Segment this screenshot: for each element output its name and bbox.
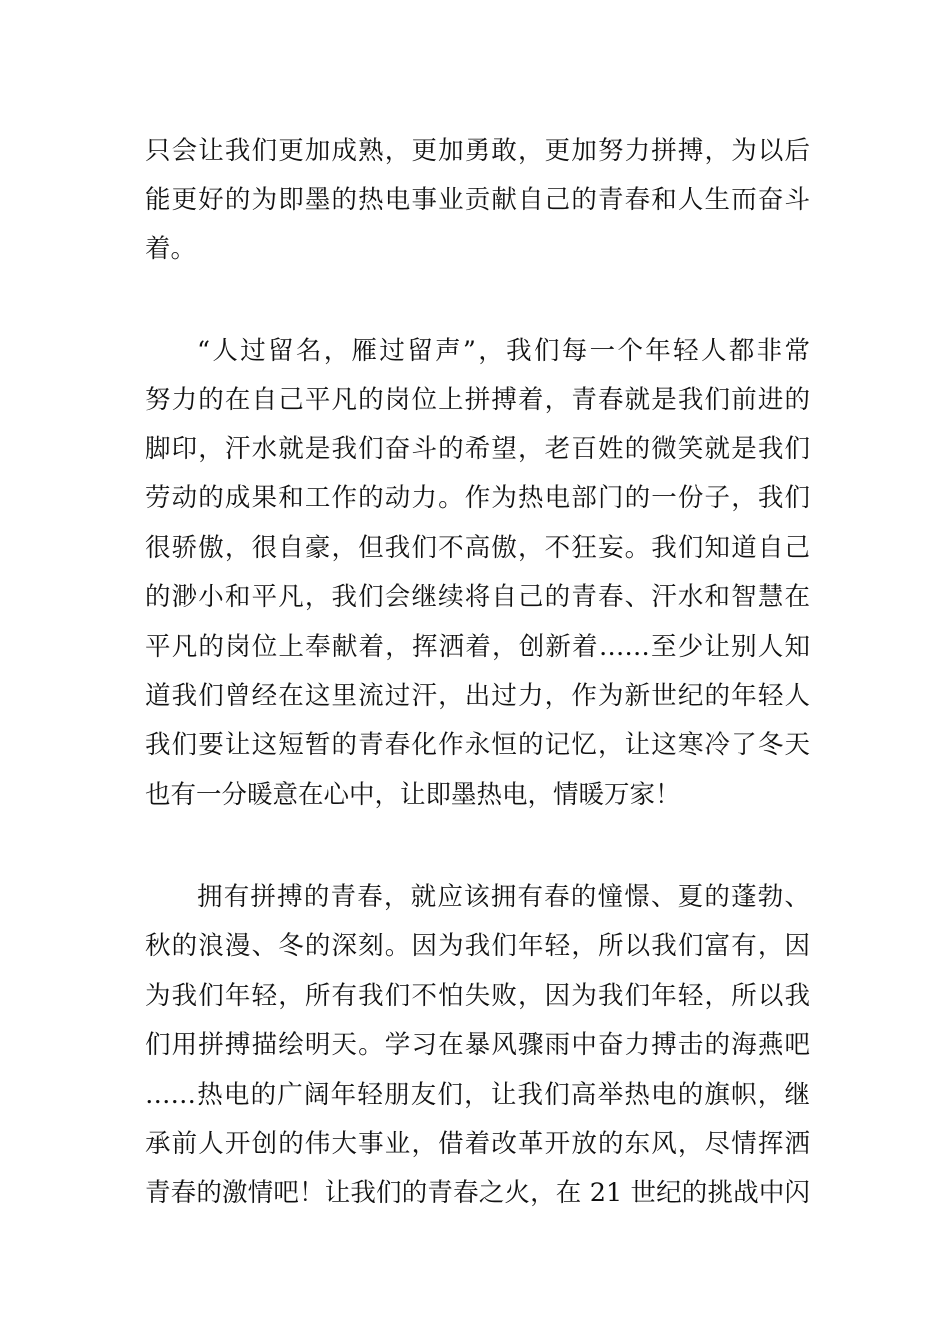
paragraph-2-line-8: 道我们曾经在这里流过汗，出过力，作为新世纪的年轻人	[145, 681, 810, 711]
paragraph-3-line-1: 拥有拼搏的青春，就应该拥有春的憧憬、夏的蓬勃、	[197, 882, 810, 912]
paragraph-1-line-2: 能更好的为即墨的热电事业贡献自己的青春和人生而奋斗	[145, 185, 810, 215]
paragraph-2-line-7: 平凡的岗位上奉献着，挥洒着，创新着……至少让别人知	[145, 632, 810, 662]
paragraph-2-line-10: 也有一分暖意在心中，让即墨热电，情暖万家！	[145, 780, 681, 810]
paragraph-2-line-1: “人过留名，雁过留声”，我们每一个年轻人都非常	[197, 336, 810, 366]
paragraph-1-line-1: 只会让我们更加成熟，更加勇敢，更加努力拼搏，为以后	[145, 136, 810, 166]
paragraph-2-line-6: 的渺小和平凡，我们会继续将自己的青春、汗水和智慧在	[145, 582, 810, 612]
paragraph-3-line-7: 青春的激情吧！让我们的青春之火，在 21 世纪的挑战中闪	[145, 1178, 810, 1208]
paragraph-2-line-5: 很骄傲，很自豪，但我们不高傲，不狂妄。我们知道自己	[145, 533, 810, 563]
paragraph-3-line-2: 秋的浪漫、冬的深刻。因为我们年轻，所以我们富有，因	[145, 931, 810, 961]
paragraph-3-line-5: ……热电的广阔年轻朋友们，让我们高举热电的旗帜，继	[145, 1080, 810, 1110]
paragraph-2-line-3: 脚印，汗水就是我们奋斗的希望，老百姓的微笑就是我们	[145, 434, 810, 464]
paragraph-3-line-6: 承前人开创的伟大事业，借着改革开放的东风，尽情挥洒	[145, 1129, 810, 1159]
paragraph-3-line-4: 们用拼搏描绘明天。学习在暴风骤雨中奋力搏击的海燕吧	[145, 1030, 810, 1060]
paragraph-1-line-3: 着。	[145, 234, 197, 264]
paragraph-3-line-3: 为我们年轻，所有我们不怕失败，因为我们年轻，所以我	[145, 981, 810, 1011]
paragraph-2-line-2: 努力的在自己平凡的岗位上拼搏着，青春就是我们前进的	[145, 385, 810, 415]
paragraph-2-line-4: 劳动的成果和工作的动力。作为热电部门的一份子，我们	[145, 483, 810, 513]
paragraph-2-line-9: 我们要让这短暂的青春化作永恒的记忆，让这寒冷了冬天	[145, 730, 810, 760]
